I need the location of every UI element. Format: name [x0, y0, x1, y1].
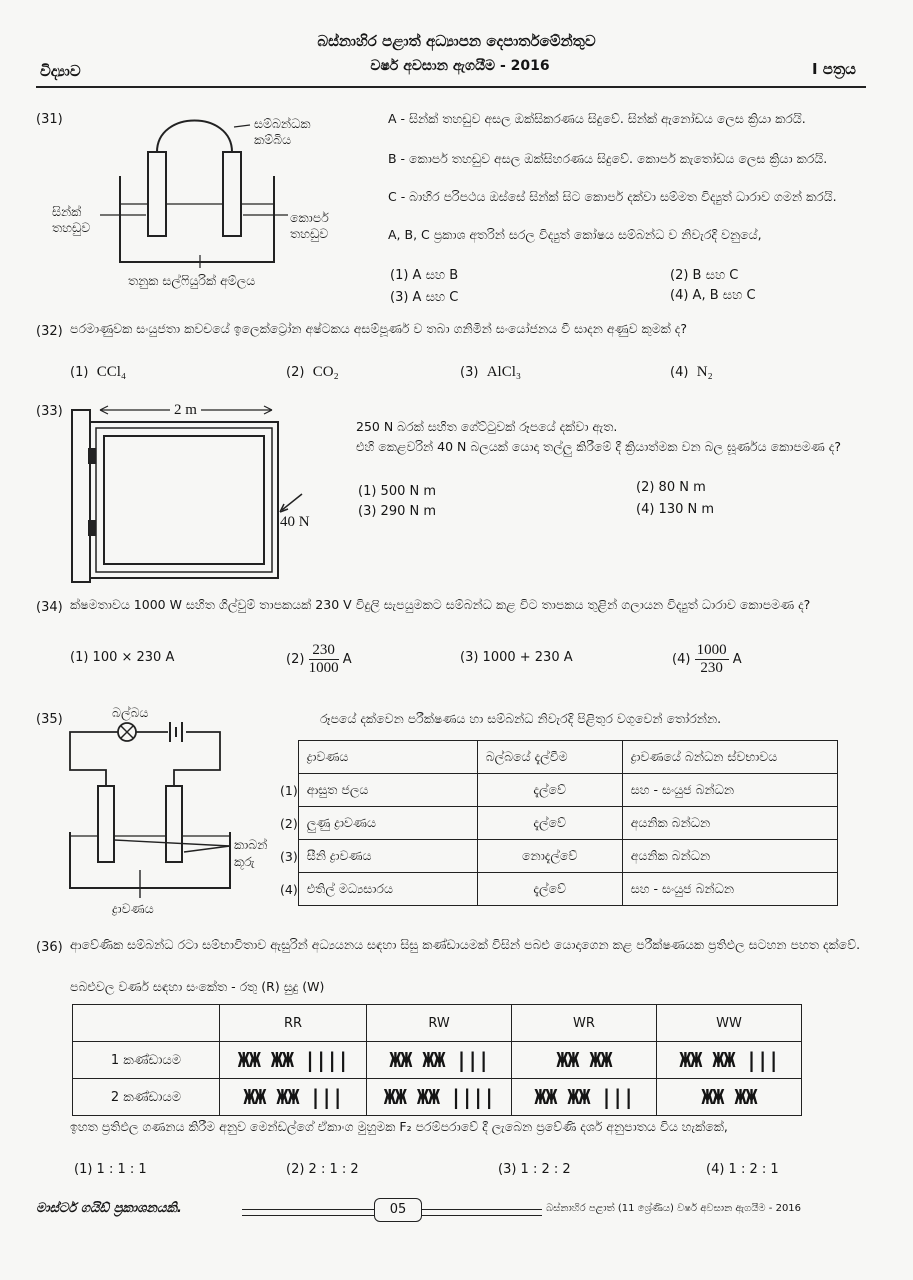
q36-table-header	[73, 1005, 802, 1042]
q32-option-2-num: (2)	[286, 365, 305, 380]
q31-statement-a: A - සින්ක් තහඩුව අසල ඔක්සිකරණය සිදුවේ. සින්ක් ඇනෝඩය ලෙස ක්‍රියා කරයි.	[388, 111, 806, 126]
q34-option-1[interactable]: (1) 100 × 230 A	[70, 650, 175, 665]
q35-row-number: (4)	[280, 881, 298, 897]
q36-number: (36)	[36, 940, 63, 955]
q35-row-bond: සහ - සංයුජ බන්ධන	[622, 873, 837, 906]
q35-answer-table	[280, 740, 838, 906]
q35-row-1[interactable]	[280, 774, 837, 807]
q33-width-label: 2 m	[170, 402, 201, 419]
q33-number: (33)	[36, 404, 63, 419]
q36-option-1[interactable]: (1) 1 : 1 : 1	[74, 1162, 147, 1177]
q31-question: A, B, C ප්‍රකාශ අතරින් සරල විද්‍යුත් කෝෂය සම්බන්ධ ව නිවැරදි වනුයේ,	[388, 227, 762, 242]
q35-row-3[interactable]	[280, 840, 837, 873]
q33-force-label: 40 N	[280, 514, 310, 530]
q35-row-bulb: දැල්වේ	[477, 807, 622, 840]
exam-header-subtitle: වර්ෂ අවසාන ඇගයීම - 2016	[370, 58, 550, 74]
q31-option-1[interactable]: (1) A සහ B	[390, 268, 459, 283]
q32-option-1-value: CCl₄	[96, 364, 127, 380]
q36-tally: ЖЖ ЖЖ |||	[512, 1079, 657, 1116]
q35-row-solution: ලුණු ද්‍රාවණය	[298, 807, 477, 840]
q31-statement-b: B - කොපර් තහඩුව අසල ඔක්සිහරණය සිදුවේ. කොපර් කැතෝඩය ලෙස ක්‍රියා කරයි.	[388, 151, 828, 166]
q33-option-2[interactable]: (2) 80 N m	[636, 480, 706, 495]
q35-row-4[interactable]	[280, 873, 837, 906]
q35-row-number: (3)	[280, 848, 298, 864]
q35-row-2[interactable]	[280, 807, 837, 840]
paper-label: I පත්‍රය	[812, 60, 856, 78]
q36-group-label: 1 කණ්ඩායම	[73, 1042, 220, 1079]
q32-option-2-value: CO₂	[312, 364, 339, 380]
q34-option-2-denominator: 1000	[308, 660, 339, 676]
q36-results-table	[72, 1004, 802, 1116]
q36-group-label: 2 කණ්ඩායම	[73, 1079, 220, 1116]
q35-row-solution: එතිල් මධ්‍යසාරය	[298, 873, 477, 906]
q36-tally: ЖЖ ЖЖ	[657, 1079, 802, 1116]
q32-option-4-value: N₂	[696, 364, 713, 380]
q36-tally: ЖЖ ЖЖ	[512, 1042, 657, 1079]
q34-number: (34)	[36, 600, 63, 615]
q35-label-solution: ද්‍රාවණය	[112, 901, 154, 916]
q34-option-4-numerator: 1000	[696, 642, 727, 658]
q35-table-header	[280, 741, 837, 774]
exam-header-title: බස්නාහිර පළාත් අධ්‍යාපන දෙපාර්තමේන්තුව	[317, 32, 596, 50]
q36-tally: ЖЖ ЖЖ |||	[657, 1042, 802, 1079]
q36-option-4[interactable]: (4) 1 : 2 : 1	[706, 1162, 779, 1177]
q36-col-ww: WW	[657, 1005, 802, 1042]
footer-exam-name: බස්නාහිර පළාත් (11 ශ්‍රේණිය) වර්ෂ අවසාන ඇගයීම - 2016	[546, 1203, 802, 1214]
q35-row-bond: සහ - සංයුජ බන්ධන	[622, 774, 837, 807]
q35-header-bulb: බල්බයේ දැල්වීම	[477, 741, 622, 774]
footer-publisher: මාස්ටර් ගයිඩ් ප්‍රකාශනයකි.	[36, 1201, 182, 1216]
q31-label-copper: කොපර් තහඩුව	[290, 210, 329, 241]
q36-tally: ЖЖ ЖЖ |||	[367, 1042, 512, 1079]
q35-row-bulb: නොදැල්වේ	[477, 840, 622, 873]
q35-row-bond: අයනික බන්ධන	[622, 840, 837, 873]
q36-row-group-2	[73, 1079, 802, 1116]
q33-option-4[interactable]: (4) 130 N m	[636, 502, 715, 517]
q31-option-4[interactable]: (4) A, B සහ C	[670, 288, 756, 303]
q35-header-bond: ද්‍රාවණයේ බන්ධන ස්වභාවය	[622, 741, 837, 774]
q35-instruction: රූපයේ දක්වෙන පරීක්ෂණය හා සම්බන්ධ නිවැරදි පිළිතුර වගුවෙන් තෝරන්න.	[320, 711, 722, 726]
q35-row-bulb: දැල්වේ	[477, 873, 622, 906]
q32-number: (32)	[36, 324, 63, 339]
q33-option-3[interactable]: (3) 290 N m	[358, 504, 437, 519]
q34-option-2-num: (2)	[286, 652, 305, 667]
q36-col-rw: RW	[367, 1005, 512, 1042]
q34-option-4-num: (4)	[672, 652, 691, 667]
q35-row-number: (1)	[280, 782, 298, 798]
q35-header-solution: ද්‍රාවණය	[298, 741, 477, 774]
subject-label: විද්‍යාව	[40, 62, 81, 80]
q32-question: පරමාණුවක සංයුජතා කවචයේ ඉලෙක්ට්‍රෝන අෂ්ටකය අසම්පූර්ණ ව තබා ගනිමින් සංයෝජනය වී සාදන අණුව කුමක් ද?	[70, 321, 687, 336]
q35-row-number: (2)	[280, 815, 298, 831]
q33-line2: එහි කෙළවරින් 40 N බලයක් යොදා තල්ලු කිරීමේ දී ක්‍රියාත්මක වන බල ඝූර්ණය කොපමණ ද?	[356, 439, 841, 454]
q34-option-3[interactable]: (3) 1000 + 230 A	[460, 650, 573, 665]
q36-intro: ආවේණික සම්බන්ධ රටා සම්භාවිතාව ඇසුරින් අධ්‍යයනය සඳහා සිසු කණ්ඩායමක් විසින් පබළු යොදාගෙන කළ පරීක්ෂණයක ප්‍රතිඵල සටහන පහත දක්වේ.	[70, 937, 861, 952]
q36-row-group-1	[73, 1042, 802, 1079]
q36-tally: ЖЖ ЖЖ |||	[220, 1079, 367, 1116]
q33-line1: 250 N බරක් සහිත ගේට්ටුවක් රූපයේ දක්වා ඇත.	[356, 419, 618, 434]
q32-option-3-value: AlCl₃	[486, 364, 522, 380]
q36-option-2[interactable]: (2) 2 : 1 : 2	[286, 1162, 359, 1177]
q36-col-rr: RR	[220, 1005, 367, 1042]
q36-tally: ЖЖ ЖЖ ||||	[367, 1079, 512, 1116]
q35-label-bulb: බල්බය	[112, 705, 149, 720]
q35-row-solution: ආසුත ජලය	[298, 774, 477, 807]
q35-label-carbon: කාබන් කූරු	[234, 837, 268, 869]
q31-option-2[interactable]: (2) B සහ C	[670, 268, 739, 283]
q34-option-4-unit: A	[732, 652, 742, 667]
q32-option-1-num: (1)	[70, 365, 89, 380]
q31-number: (31)	[36, 112, 63, 127]
q32-option-3-num: (3)	[460, 365, 479, 380]
q36-tally: ЖЖ ЖЖ ||||	[220, 1042, 367, 1079]
q34-question: ක්ෂමතාවය 1000 W සහිත ගිල්වුම් තාපකයක් 230 V විදුලි සැපයුමකට සම්බන්ධ කළ විට තාපකය තුළින් ගලායන විද්‍යුත් ධාරාව කොපමණ ද?	[70, 597, 811, 612]
q36-question: ඉහත ප්‍රතිඵල ගණනය කිරීම අනුව මෙන්ඩල්ගේ ඒකාංග මුහුමක F₂ පරම්පරාවේ දී ලැබෙන ප්‍රවේණි දර්ශ අනුපාතය විය හැක්කේ,	[70, 1119, 728, 1134]
q32-option-4-num: (4)	[670, 365, 689, 380]
q35-row-bond: අයනික බන්ධන	[622, 807, 837, 840]
q31-label-wire: සම්බන්ධක කම්බිය	[254, 116, 311, 147]
q33-option-1[interactable]: (1) 500 N m	[358, 484, 437, 499]
q31-statement-c: C - බාහිර පරිපථය ඔස්සේ සින්ක් සිට කොපර් දක්වා සම්මත විද්‍යුත් ධාරාව ගමන් කරයි.	[388, 189, 837, 204]
q35-row-solution: සීනි ද්‍රාවණය	[298, 840, 477, 873]
q35-number: (35)	[36, 712, 63, 727]
page-number: 05	[374, 1198, 422, 1222]
q36-legend: පබළුවල වර්ණ සඳහා සංකේත - රතු (R) සුදු (W)	[70, 979, 325, 994]
q36-col-wr: WR	[512, 1005, 657, 1042]
q34-option-4-denominator: 230	[700, 660, 723, 676]
q34-option-2-numerator: 230	[309, 642, 339, 660]
q36-option-3[interactable]: (3) 1 : 2 : 2	[498, 1162, 571, 1177]
q35-row-bulb: දැල්වේ	[477, 774, 622, 807]
q31-label-acid: තනුක සල්ෆියුරික් අම්ලය	[128, 273, 256, 288]
q34-option-2-unit: A	[342, 652, 352, 667]
q31-label-zinc: සින්ක් තහඩුව	[52, 204, 91, 235]
q31-option-3[interactable]: (3) A සහ C	[390, 290, 459, 305]
